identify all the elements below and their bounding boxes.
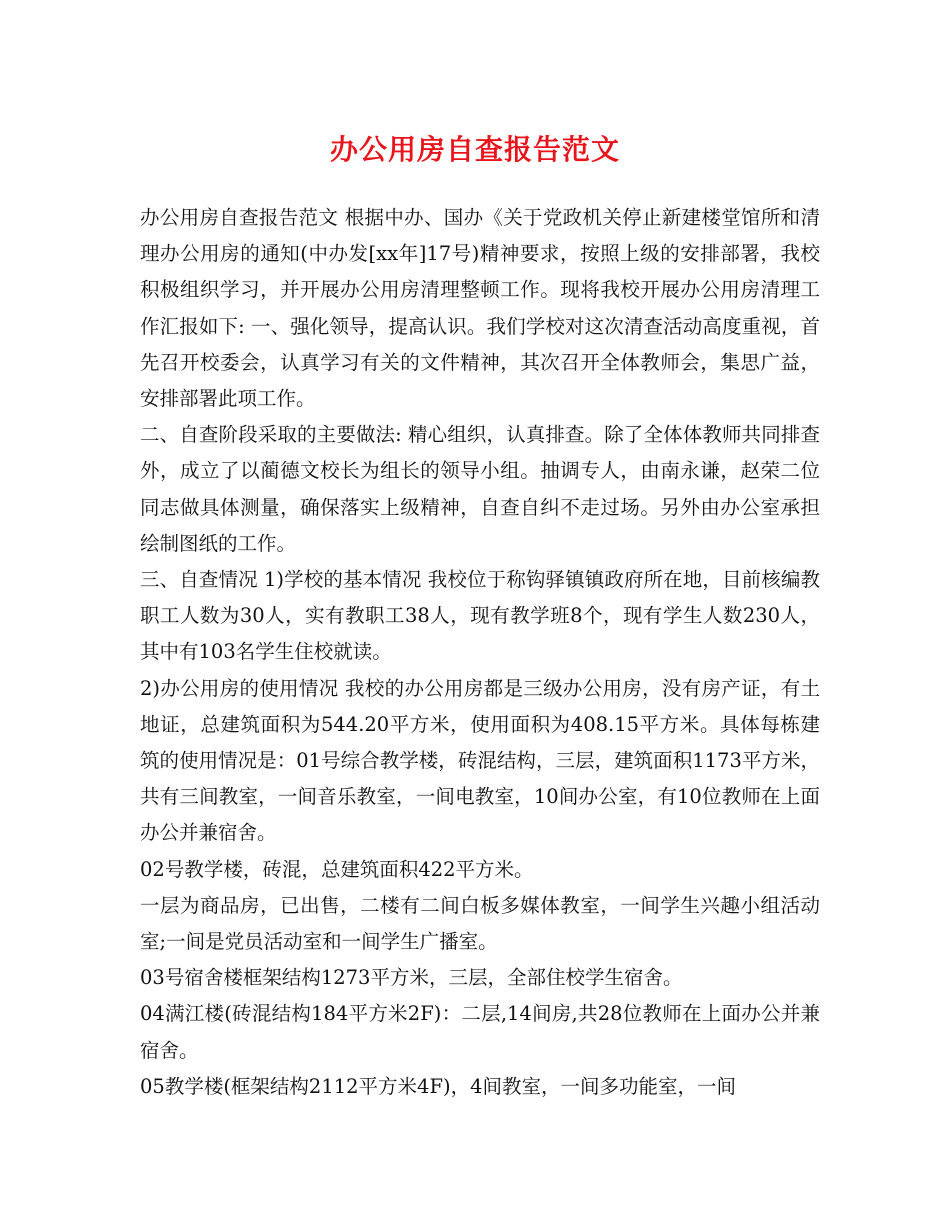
paragraph-building-03: 03号宿舍楼框架结构1273平方米，三层，全部住校学生宿舍。 — [140, 966, 683, 990]
paragraph-intro: 办公用房自查报告范文 根据中办、国办《关于党政机关停止新建楼堂馆所和清理办公用房的通知(中办发[xx年]17号)精神要求，按照上级的安排部署，我校积极组织学习，并开展办公用房清理整顿工作。现将我校开展办公用房清理工作汇报如下: 一、强化领导，提高认识。我们学校对这次清查活动高度重视，首先召开校委会，认真学习有关的文件精神，其次召开全体教师会，集思广益，安排部署此项工作。 — [140, 206, 820, 411]
paragraph-basic-info: 三、自查情况 1)学校的基本情况 我校位于称钩驿镇镇政府所在地，目前核编教职工人数为30人，实有教职工38人，现有教学班8个，现有学生人数230人，其中有103名学生住校就读。 — [140, 568, 820, 664]
document-body — [140, 200, 820, 1105]
paragraph-methods: 二、自查阶段采取的主要做法: 精心组织，认真排查。除了全体体教师共同排查外，成立了以蔺德文校长为组长的领导小组。抽调专人，由南永谦，赵荣二位同志做具体测量，确保落实上级精神，自查自纠不走过场。另外由办公室承担绘制图纸的工作。 — [140, 423, 820, 555]
paragraph-office-usage: 2)办公用房的使用情况 我校的办公用房都是三级办公用房，没有房产证，有土地证，总建筑面积为544.20平方米，使用面积为408.15平方米。具体每栋建筑的使用情况是：01号综合教学楼，砖混结构，三层，建筑面积1173平方米，共有三间教室，一间音乐教室，一间电教室，10间办公室，有10位教师在上面办公并兼宿舍。 — [140, 676, 820, 845]
paragraph-building-02: 02号教学楼，砖混，总建筑面积422平方米。 — [140, 857, 534, 881]
paragraph-building-04: 04满江楼(砖混结构184平方米2F)：二层,14间房,共28位教师在上面办公并兼宿舍。 — [140, 1002, 820, 1062]
paragraph-building-05: 05教学楼(框架结构2112平方米4F)，4间教室，一间多功能室，一间 — [140, 1074, 736, 1098]
paragraph-building-02-detail: 一层为商品房，已出售，二楼有二间白板多媒体教室，一间学生兴趣小组活动室;一间是党员活动室和一间学生广播室。 — [140, 893, 820, 954]
document-title: 办公用房自查报告范文 — [329, 133, 620, 166]
